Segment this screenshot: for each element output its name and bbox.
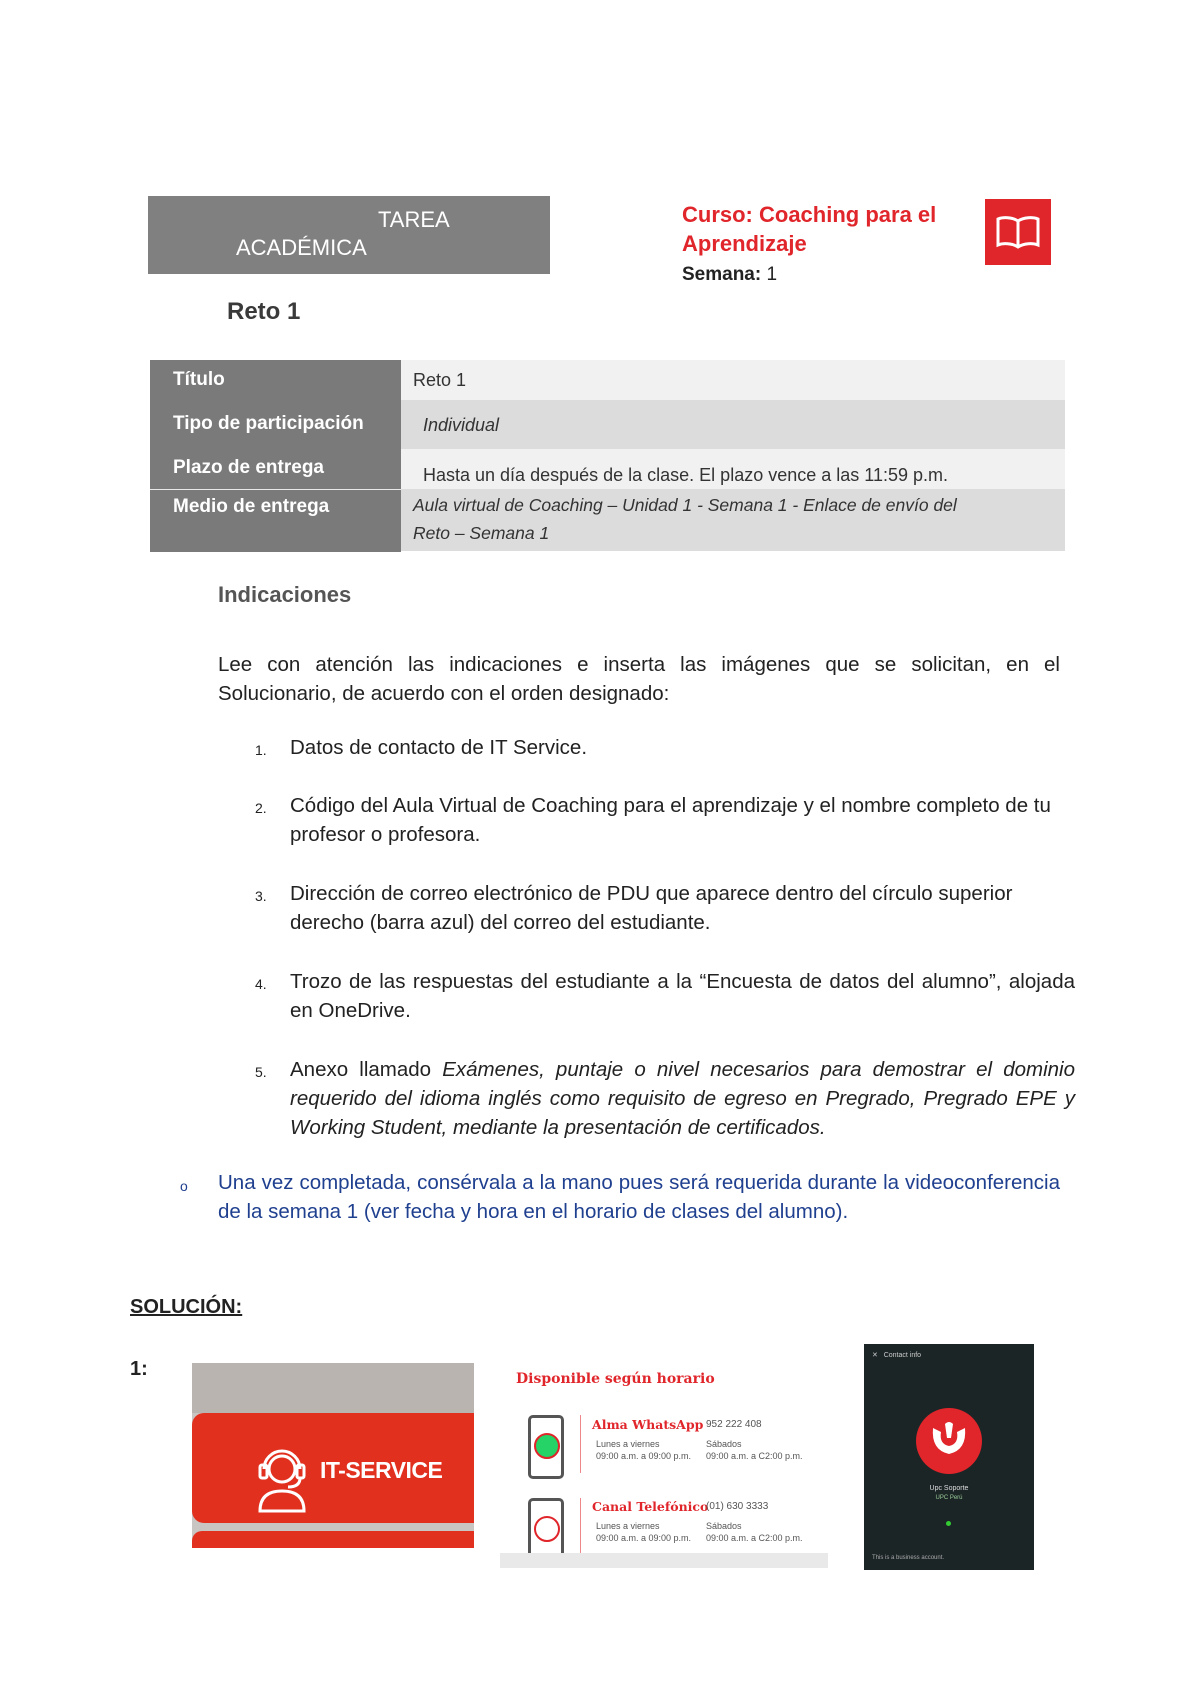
table-row (150, 360, 1065, 400)
week-info (682, 264, 777, 286)
it-service-label: IT-SERVICE (320, 1457, 443, 1483)
channel-number: (01) 630 3333 (706, 1501, 769, 1512)
upc-logo-icon (916, 1408, 982, 1474)
availability-header: Disponible según horario (516, 1371, 715, 1387)
list-text-plain: Anexo llamado (290, 1058, 443, 1081)
row-label (150, 489, 401, 552)
list-text: Dirección de correo electrónico de PDU que aparece dentro del círculo superior derecho (barra azul) del correo del estudiante. (290, 882, 1013, 934)
list-text (290, 1055, 1075, 1142)
contact-channels-image (500, 1363, 828, 1568)
weekday-hours: 09:00 a.m. a 09:00 p.m. (596, 1533, 692, 1543)
it-service-image (192, 1363, 474, 1548)
tarea-academica-banner (148, 196, 550, 274)
image-background (192, 1363, 474, 1413)
contact-subtitle: UPC Perú (935, 1495, 963, 1501)
list-number: 4. (255, 976, 267, 992)
row-label (150, 400, 401, 449)
table-row (150, 489, 1065, 551)
medio-value-line1: Aula virtual de Coaching – Unidad 1 - Semana 1 - Enlace de envío del (413, 495, 957, 515)
reto-title: Reto 1 (227, 298, 301, 325)
divider (580, 1498, 581, 1556)
weekday-hours: 09:00 a.m. a 09:00 p.m. (596, 1451, 692, 1461)
contact-info-title: Contact info (883, 1352, 922, 1359)
channel-name: Canal Telefónico (592, 1499, 709, 1514)
academica-label: ACADÉMICA (236, 235, 367, 260)
headset-badge (534, 1516, 560, 1542)
solution-item-label: 1: (130, 1358, 148, 1380)
course-title-line1: Curso: Coaching para el (682, 202, 937, 227)
weekday-label: Lunes a viernes (596, 1521, 660, 1531)
week-value: 1 (766, 264, 778, 285)
row-label (150, 449, 401, 489)
saturday-label: Sábados (706, 1521, 742, 1531)
tarea-label: TAREA (378, 207, 450, 232)
contact-info-screenshot (864, 1344, 1034, 1570)
image-footer-bar (500, 1553, 828, 1568)
course-title (682, 200, 982, 258)
plazo-label: Plazo de entrega (173, 457, 324, 478)
tipo-value: Individual (423, 415, 500, 435)
list-number: 3. (255, 888, 267, 904)
row-value (401, 489, 1065, 551)
whatsapp-phone-icon (528, 1415, 564, 1479)
list-text-italic: Exámenes, puntaje o nivel necesarios para demostrar el dominio requerido del idioma inglés como requisito de egreso en Pregrado, Pregrado EPE y Working Student, mediante la presentación de certificados. (290, 1058, 1076, 1139)
whatsapp-badge (534, 1433, 560, 1459)
row-value (401, 360, 1065, 400)
open-book-icon (985, 199, 1051, 265)
list-number: 5. (255, 1064, 267, 1080)
indicaciones-title: Indicaciones (218, 582, 352, 607)
note-paragraph: Una vez completada, consérvala a la mano pues será requerida durante la videoconferencia de la semana 1 (ver fecha y hora en el horario de clases del alumno). (218, 1171, 1060, 1223)
list-number: 2. (255, 800, 267, 816)
headset-agent-icon (254, 1445, 310, 1513)
week-label: Semana: (682, 264, 762, 285)
tipo-label: Tipo de participación (173, 413, 364, 434)
plazo-value: Hasta un día después de la clase. El plazo vence a las 11:59 p.m. (423, 465, 948, 485)
titulo-value: Reto 1 (413, 370, 467, 390)
contact-info-topbar: ✕ Contact info (872, 1352, 922, 1359)
row-value (401, 400, 1065, 449)
indicaciones-intro: Lee con atención las indicaciones e inserta las imágenes que se solicitan, en el Solucionario, de acuerdo con el orden designado: (218, 653, 1060, 705)
list-text: Datos de contacto de IT Service. (290, 736, 588, 759)
channel-number: 952 222 408 (706, 1419, 762, 1430)
channel-name: Alma WhatsApp (592, 1417, 704, 1432)
row-value (401, 449, 1065, 489)
saturday-hours: 09:00 a.m. a C2:00 p.m. (706, 1533, 803, 1543)
business-account-note: This is a business account. (872, 1555, 945, 1561)
bullet-marker: o (180, 1178, 188, 1194)
saturday-hours: 09:00 a.m. a C2:00 p.m. (706, 1451, 803, 1461)
list-number: 1. (255, 742, 267, 758)
weekday-label: Lunes a viernes (596, 1439, 660, 1449)
contact-name: Upc Soporte (929, 1485, 969, 1492)
titulo-label: Título (173, 369, 225, 390)
red-banner-lower (192, 1531, 474, 1548)
medio-value-line2: Reto – Semana 1 (413, 523, 550, 543)
table-row (150, 449, 1065, 489)
table-row (150, 400, 1065, 449)
divider (580, 1415, 581, 1473)
row-label (150, 360, 401, 400)
saturday-label: Sábados (706, 1439, 742, 1449)
solucion-title: SOLUCIÓN: (130, 1296, 243, 1318)
medio-label: Medio de entrega (173, 496, 330, 517)
status-dot (946, 1521, 951, 1526)
course-title-line2: Aprendizaje (682, 231, 807, 256)
list-text: Código del Aula Virtual de Coaching para el aprendizaje y el nombre completo de tu profesor o profesora. (290, 794, 1051, 846)
list-text: Trozo de las respuestas del estudiante a la “Encuesta de datos del alumno”, alojada en OneDrive. (290, 970, 1075, 1022)
